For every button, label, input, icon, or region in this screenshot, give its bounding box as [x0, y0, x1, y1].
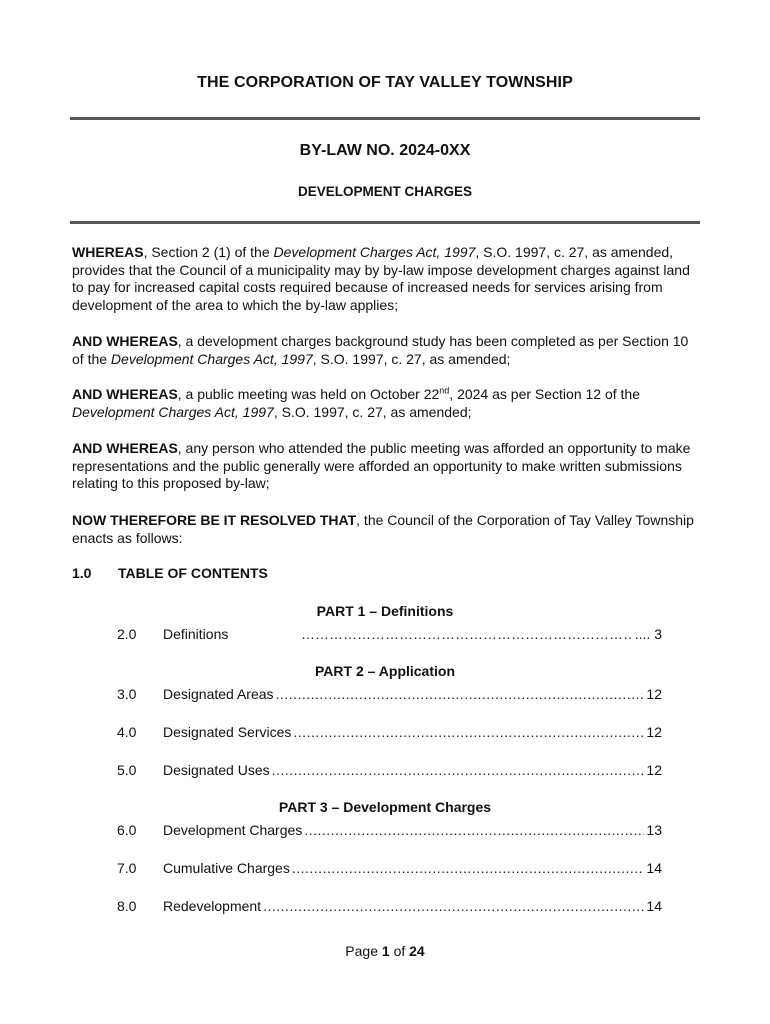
toc-leader-dots: [272, 761, 645, 779]
toc-entry-label: Designated Services: [163, 724, 292, 740]
toc-entry-number: 8.0: [117, 898, 137, 914]
toc-entry[interactable]: [117, 625, 662, 643]
toc-entry-label: Definitions: [163, 626, 229, 642]
toc-entry-label: Redevelopment: [163, 898, 262, 914]
recital-text: , Section 2 (1) of the: [143, 244, 274, 260]
footer-page-word: Page: [345, 943, 378, 959]
toc-entry-number: 7.0: [117, 860, 137, 876]
toc-entry-number: 5.0: [117, 762, 137, 778]
toc-leader-dots: [292, 859, 645, 877]
recital-paragraph: [72, 244, 702, 314]
act-title: Development Charges Act, 1997: [110, 350, 313, 367]
toc-entry-label: Designated Uses: [163, 762, 270, 778]
recital-paragraph: [72, 440, 702, 493]
toc-entry-label: Designated Areas: [163, 686, 274, 702]
toc-part-heading: PART 2 – Application: [314, 663, 455, 679]
toc-entry[interactable]: [117, 821, 662, 839]
recital-text: , a development charges background study has been completed as per Section 10 of the: [72, 333, 689, 367]
toc-entry[interactable]: [117, 723, 662, 741]
bylaw-number: BY-LAW NO. 2024-0XX: [299, 142, 471, 159]
toc-entry-number: 6.0: [117, 822, 137, 838]
recital-lead: AND WHEREAS: [72, 333, 178, 349]
toc-entry-number: 2.0: [117, 626, 137, 642]
toc-entry-page: 14: [646, 860, 662, 876]
toc-part-heading: PART 3 – Development Charges: [278, 799, 492, 815]
recital-text: , S.O. 1997, c. 27, as amended, provides that the Council of a municipality may by by-law impose development charges against land to pay for increased capital costs required because of increased needs for services arising from development of the area to which the by-law applies;: [72, 244, 690, 313]
footer-of-word: of: [393, 943, 406, 959]
toc-entry[interactable]: [117, 761, 662, 779]
act-title: Development Charges Act, 1997: [273, 244, 476, 260]
recital-lead: AND WHEREAS: [72, 386, 178, 402]
recital-lead: AND WHEREAS: [72, 440, 178, 456]
toc-entry-page: 12: [646, 686, 662, 702]
toc-leader-dots: [276, 685, 645, 703]
toc-leader-dots: [301, 625, 633, 643]
corporation-title: THE CORPORATION OF TAY VALLEY TOWNSHIP: [197, 74, 573, 91]
toc-entry-page: 14: [646, 898, 662, 914]
toc-entry-number: 3.0: [117, 686, 137, 702]
toc-part-heading: PART 1 – Definitions: [316, 603, 454, 619]
recital-lead: WHEREAS: [72, 244, 144, 260]
recital-paragraph: [72, 386, 702, 421]
toc-entry-label: Cumulative Charges: [163, 860, 290, 876]
ordinal-suffix: nd: [439, 385, 450, 396]
toc-entry[interactable]: [117, 859, 662, 877]
toc-entry-page: .... 3: [634, 626, 662, 642]
footer-total-pages: 24: [409, 943, 425, 959]
toc-entry-page: 13: [646, 822, 662, 838]
resolution-lead: NOW THEREFORE BE IT RESOLVED THAT: [72, 512, 357, 528]
recital-text: , a public meeting was held on October 22: [177, 386, 440, 402]
bylaw-subject: DEVELOPMENT CHARGES: [297, 184, 473, 199]
toc-leader-dots: [263, 897, 644, 915]
toc-section-number: 1.0: [72, 565, 92, 581]
recital-text: , S.O. 1997, c. 27, as amended;: [273, 403, 472, 420]
toc-entry-page: 12: [646, 724, 662, 740]
resolution-text: , the Council of the Corporation of Tay Valley Township enacts as follows:: [72, 512, 694, 546]
recital-paragraph: [72, 333, 702, 368]
toc-entry-label: Development Charges: [163, 822, 303, 838]
toc-entry-page: 12: [646, 762, 662, 778]
toc-leader-dots: [293, 723, 644, 741]
top-divider: [70, 117, 700, 120]
recital-text: , S.O. 1997, c. 27, as amended;: [312, 350, 511, 367]
toc-entry[interactable]: [117, 897, 662, 915]
recital-text: , any person who attended the public meeting was afforded an opportunity to make representations and the public generally were afforded an opportunity to make written submissions relating to this proposed by-law;: [72, 440, 691, 491]
toc-leader-dots: [304, 821, 644, 839]
toc-entry-number: 4.0: [117, 724, 137, 740]
footer-current-page: 1: [381, 943, 390, 959]
toc-title: TABLE OF CONTENTS: [118, 565, 268, 581]
act-title: Development Charges Act, 1997: [72, 403, 274, 420]
bottom-divider: [70, 221, 700, 224]
page-footer: [0, 943, 770, 959]
resolution-paragraph: [72, 512, 702, 547]
recital-text: , 2024 as per Section 12 of the: [449, 386, 640, 402]
toc-entry[interactable]: [117, 685, 662, 703]
